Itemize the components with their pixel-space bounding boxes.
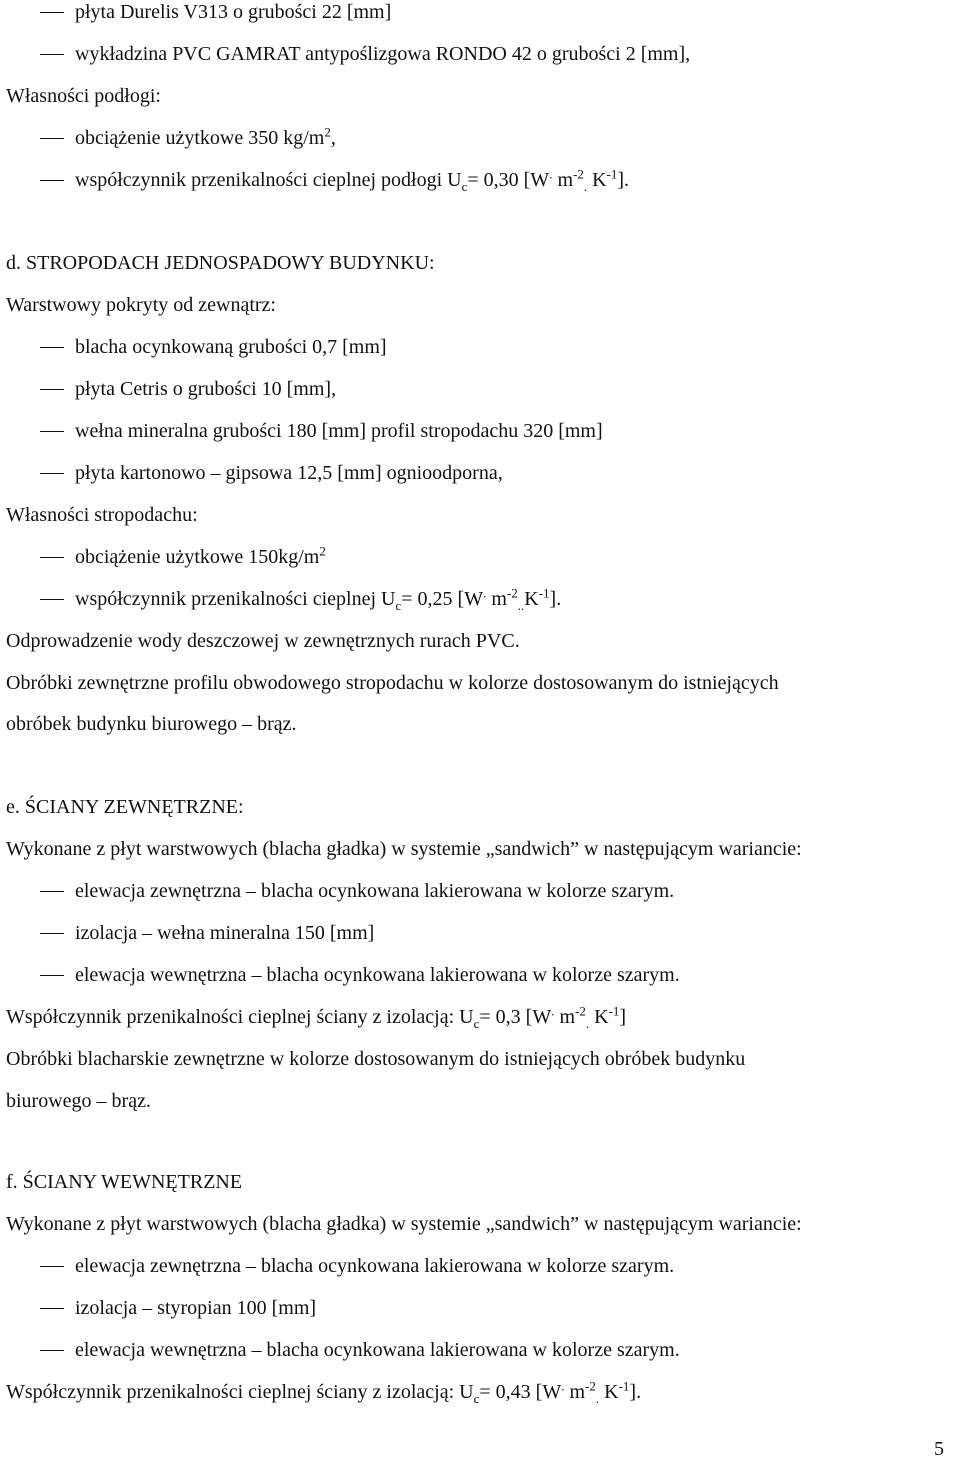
list-item [40, 335, 387, 359]
dash-bullet-icon [40, 1350, 64, 1351]
list-item-text: płyta Durelis V313 o grubości 22 [mm] [75, 1, 392, 23]
coef-dot: . [595, 1391, 600, 1406]
coef-text: Współczynnik przenikalności cieplnej ściany z izolacją: U [6, 1006, 474, 1028]
dash-bullet-icon [40, 1266, 64, 1267]
list-item [40, 419, 603, 443]
roof-properties-heading: Własności stropodachu: [6, 504, 198, 526]
dash-bullet-icon [40, 557, 64, 558]
list-item [40, 1296, 316, 1320]
floor-coefficient-item [40, 168, 629, 192]
section-d-heading: d. STROPODACH JEDNOSPADOWY BUDYNKU: [6, 252, 435, 274]
load-exponent: 2 [324, 124, 331, 140]
coef-dot: . [583, 179, 588, 194]
dash-bullet-icon [40, 180, 64, 181]
coef-unit-k: K [589, 1006, 609, 1028]
coef-subscript: c [473, 1391, 480, 1406]
coef-exponent: -1 [538, 585, 550, 601]
coef-exponent: -2 [585, 1378, 596, 1394]
load-exponent: 2 [319, 543, 326, 559]
list-item [40, 0, 391, 24]
coef-unit-m: m [554, 1006, 576, 1028]
coef-unit-m: m [552, 169, 573, 191]
coef-text: współczynnik przenikalności cieplnej podłogi U [75, 169, 462, 191]
list-item-text: wykładzina PVC GAMRAT antypoślizgowa RONDO 42 o grubości 2 [mm], [75, 43, 691, 65]
list-item [40, 921, 374, 945]
list-item-text: izolacja – wełna mineralna 150 [mm] [75, 922, 375, 944]
list-item [40, 1338, 680, 1362]
coef-exponent: -1 [608, 1003, 620, 1019]
coef-text: Współczynnik przenikalności cieplnej ściany z izolacją: U [6, 1381, 474, 1403]
dash-bullet-icon [40, 431, 64, 432]
roof-coefficient-item [40, 587, 561, 611]
coef-subscript: c [461, 179, 468, 194]
coef-unit-k: K [587, 169, 607, 191]
coef-subscript: c [395, 598, 402, 613]
dash-bullet-icon [40, 389, 64, 390]
coef-unit-m: m [486, 588, 507, 610]
list-item [40, 963, 680, 987]
exterior-wall-coefficient [6, 1005, 626, 1029]
coef-value: = 0,25 [W [401, 588, 484, 610]
roof-load-item [40, 545, 326, 569]
coef-dot: . [549, 166, 553, 182]
coef-dot: . [551, 1003, 555, 1019]
coef-dot: . [483, 585, 487, 601]
list-item-text: elewacja zewnętrzna – blacha ocynkowana lakierowana w kolorze szarym. [75, 1255, 675, 1277]
list-item [40, 1254, 674, 1278]
list-item-text: elewacja wewnętrzna – blacha ocynkowana lakierowana w kolorze szarym. [75, 1339, 680, 1361]
list-item [40, 42, 690, 66]
section-f-heading: f. ŚCIANY WEWNĘTRZNE [6, 1171, 243, 1193]
dash-bullet-icon [40, 1308, 64, 1309]
coef-dot: . [561, 1378, 565, 1394]
interior-wall-coefficient [6, 1380, 641, 1404]
dash-bullet-icon [40, 599, 64, 600]
coef-exponent: -2 [573, 166, 584, 182]
dash-bullet-icon [40, 933, 64, 934]
load-tail: , [330, 127, 336, 149]
coef-exponent: -1 [606, 166, 618, 182]
dash-bullet-icon [40, 138, 64, 139]
list-item-text: płyta Cetris o grubości 10 [mm], [75, 378, 337, 400]
coef-exponent: -2 [575, 1003, 586, 1019]
dash-bullet-icon [40, 347, 64, 348]
wall-flashing-text-line1: Obróbki blacharskie zewnętrzne w kolorze dostosowanym do istniejących obróbek budynku [6, 1048, 746, 1070]
dash-bullet-icon [40, 54, 64, 55]
section-e-intro: Wykonane z płyt warstwowych (blacha gładka) w systemie „sandwich” w następującym wariancie: [6, 838, 802, 860]
roof-flashing-text-line1: Obróbki zewnętrzne profilu obwodowego stropodachu w kolorze dostosowanym do istniejących [6, 672, 779, 694]
list-item [40, 377, 336, 401]
dash-bullet-icon [40, 12, 64, 13]
drainage-text: Odprowadzenie wody deszczowej w zewnętrznych rurach PVC. [6, 630, 520, 652]
coef-dot: . [585, 1016, 590, 1031]
coef-end: ]. [549, 588, 562, 610]
list-item [40, 879, 674, 903]
section-d-intro: Warstwowy pokryty od zewnątrz: [6, 294, 276, 316]
coef-value: = 0,30 [W [467, 169, 550, 191]
coef-subscript: c [473, 1016, 480, 1031]
section-f-intro: Wykonane z płyt warstwowych (blacha gładka) w systemie „sandwich” w następującym wariancie: [6, 1213, 802, 1235]
list-item-text: elewacja wewnętrzna – blacha ocynkowana lakierowana w kolorze szarym. [75, 964, 680, 986]
coef-exponent: -1 [618, 1378, 630, 1394]
list-item-text: izolacja – styropian 100 [mm] [75, 1297, 317, 1319]
floor-properties-heading: Własności podłogi: [6, 85, 161, 107]
wall-flashing-text-line2: biurowego – brąz. [6, 1090, 151, 1112]
coef-dot: .. [517, 598, 525, 613]
coef-value: = 0,3 [W [479, 1006, 552, 1028]
coef-unit-m: m [564, 1381, 586, 1403]
dash-bullet-icon [40, 473, 64, 474]
coef-value: = 0,43 [W [479, 1381, 562, 1403]
page-number: 5 [934, 1438, 944, 1460]
list-item-text: blacha ocynkowaną grubości 0,7 [mm] [75, 336, 387, 358]
coef-text: współczynnik przenikalności cieplnej U [75, 588, 396, 610]
roof-flashing-text-line2: obróbek budynku biurowego – brąz. [6, 713, 297, 735]
list-item [40, 461, 503, 485]
coef-unit-k: K [599, 1381, 619, 1403]
coef-end: ]. [617, 169, 630, 191]
dash-bullet-icon [40, 975, 64, 976]
coef-end: ]. [629, 1381, 642, 1403]
section-e-heading: e. ŚCIANY ZEWNĘTRZNE: [6, 796, 244, 818]
load-text: obciążenie użytkowe 350 kg/m [75, 127, 325, 149]
list-item-text: płyta kartonowo – gipsowa 12,5 [mm] ognioodporna, [75, 462, 503, 484]
coef-exponent: -2 [506, 585, 518, 601]
list-item-text: wełna mineralna grubości 180 [mm] profil stropodachu 320 [mm] [75, 420, 603, 442]
coef-end: ] [619, 1006, 627, 1028]
dash-bullet-icon [40, 891, 64, 892]
load-text: obciążenie użytkowe 150kg/m [75, 546, 320, 568]
list-item-text: elewacja zewnętrzna – blacha ocynkowana lakierowana w kolorze szarym. [75, 880, 675, 902]
coef-unit-k: K [524, 588, 539, 610]
floor-load-item [40, 126, 336, 150]
